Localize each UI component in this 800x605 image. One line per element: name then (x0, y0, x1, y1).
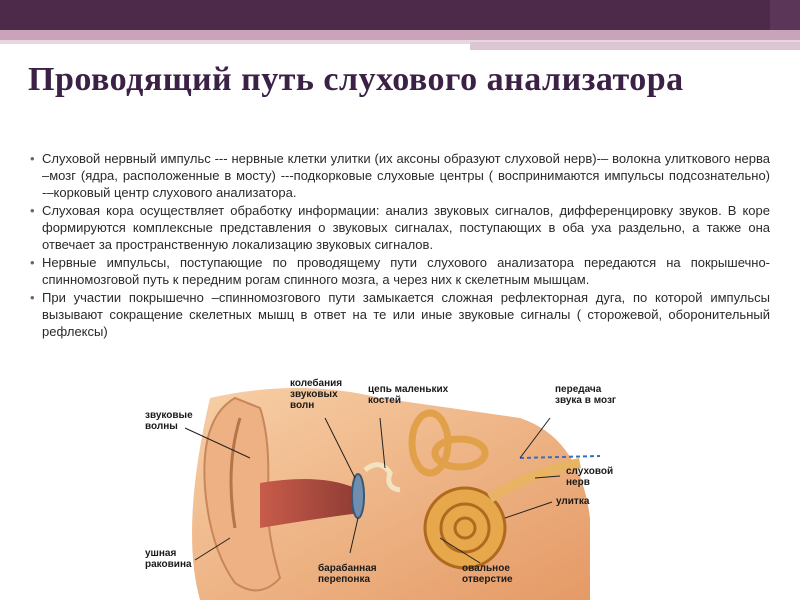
header-band-corner (770, 0, 800, 30)
label-transmission-text: передача звука в мозг (555, 384, 617, 406)
header-band-tab (470, 42, 800, 50)
label-sound-waves (145, 410, 193, 432)
header-band-dark (0, 0, 800, 30)
bullet-icon: • (30, 203, 35, 218)
label-oval-window-text: овальное отверстие (462, 563, 513, 585)
label-vibrations (290, 378, 342, 411)
label-eardrum-text: барабанная перепонка (318, 563, 377, 585)
header-decoration (0, 0, 800, 52)
label-cochlea (556, 496, 589, 507)
label-vibrations-text: колебания звуковых волн (290, 378, 343, 411)
bullet-icon: • (30, 290, 35, 305)
ear-illustration (140, 378, 640, 600)
header-band-pink (0, 30, 800, 40)
bullet-item (30, 254, 770, 288)
eardrum-shape (352, 474, 364, 518)
label-auricle-text: ушная раковина (145, 548, 192, 570)
bullet-item (30, 289, 770, 340)
bullet-icon: • (30, 255, 35, 270)
bullet-icon: • (30, 151, 35, 166)
label-auditory-nerve (566, 466, 613, 488)
label-ossicles-text: цепь маленьких костей (368, 384, 449, 406)
slide-title: Проводящий путь слухового анализатора (28, 61, 684, 98)
bullet-text: Нервные импульсы, поступающие по проводящему пути слухового анализатора передаются на покрышечно-спинномозговой путь к передним рогам спинного мозга, а через них к скелетным мышцам. (42, 255, 770, 287)
label-auditory-nerve-text: слуховой нерв (566, 466, 614, 488)
label-oval-window (462, 563, 513, 585)
label-eardrum (318, 563, 377, 585)
bullet-list (30, 150, 770, 341)
label-cochlea-text: улитка (556, 496, 590, 507)
bullet-text: При участии покрышечно –спинномозгового пути замыкается сложная рефлекторная дуга, по которой импульсы вызывают сокращение скелетных мышц в ответ на те или иные звуковые сигналы ( сторожевой, оборонительный рефлексы) (42, 290, 770, 339)
ear-anatomy-figure (140, 378, 640, 600)
label-ossicles (368, 384, 448, 406)
label-sound-waves-text: звуковые волны (145, 410, 193, 432)
label-auricle (145, 548, 192, 570)
label-transmission (555, 384, 616, 406)
bullet-text: Слуховой нервный импульс --- нервные клетки улитки (их аксоны образуют слуховой нерв)-– волокна улиткового нерва –мозг (ядра, расположенные в мосту) ---подкорковые слуховые центры ( воспринимаются импульсы подсознательно) -–корковый центр слухового анализатора. (42, 151, 770, 200)
bullet-item (30, 202, 770, 253)
bullet-item (30, 150, 770, 201)
bullet-text: Слуховая кора осуществляет обработку информации: анализ звуковых сигналов, дифференцировку звуков. В коре формируются комплексные представления о звуковых сигналах, поступающих в оба уха раздельно, а также она отвечает за пространственную локализацию звуковых сигналов. (42, 203, 770, 252)
